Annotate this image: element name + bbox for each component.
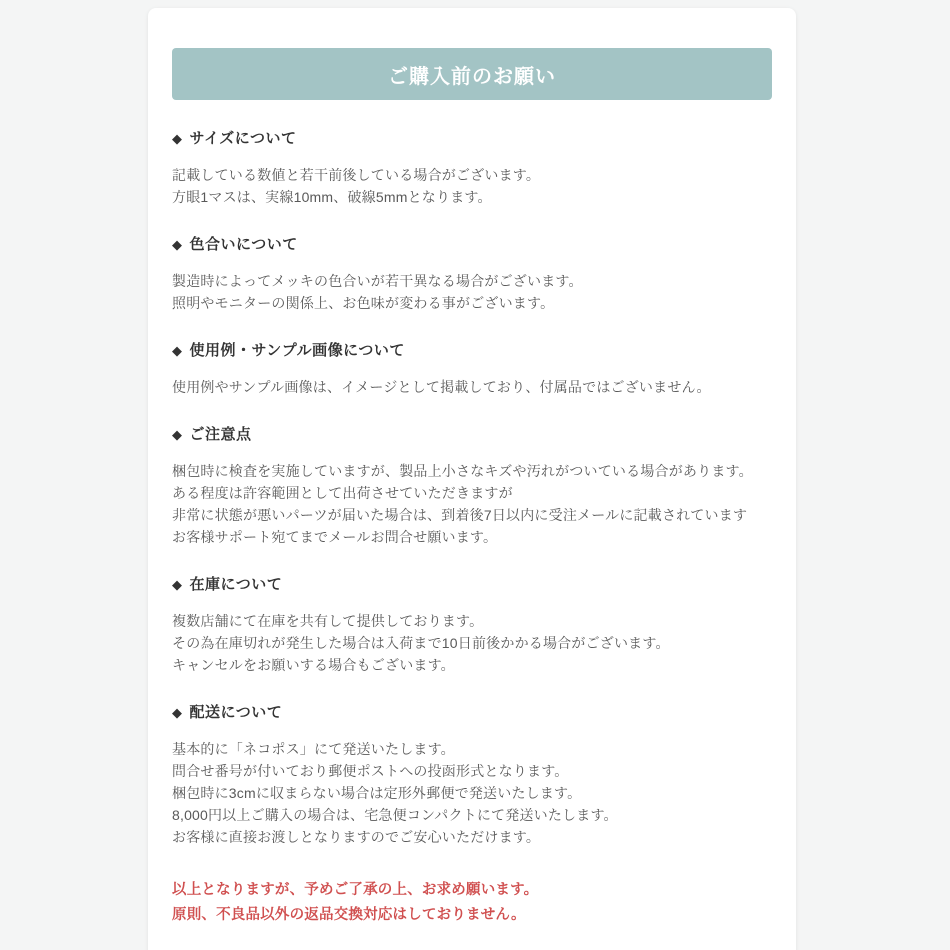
section-line: 記載している数値と若干前後している場合がございます。 xyxy=(172,167,541,183)
diamond-bullet-icon: ◆ xyxy=(172,343,183,358)
section-line: 梱包時に3cmに収まらない場合は定形外郵便で発送いたします。 xyxy=(172,785,582,801)
section-line: 非常に状態が悪いパーツが届いた場合は、到着後7日以内に受注メールに記載されています xyxy=(172,507,748,523)
page-title-banner xyxy=(172,48,772,100)
section-sample-images xyxy=(172,339,772,398)
section-line: お客様サポート宛てまでメールお問合せ願います。 xyxy=(172,529,498,545)
section-heading-label: 配送について xyxy=(189,704,283,721)
section-heading xyxy=(172,233,772,254)
section-heading-label: 使用例・サンプル画像について xyxy=(189,342,405,359)
diamond-bullet-icon: ◆ xyxy=(172,705,183,720)
diamond-bullet-icon: ◆ xyxy=(172,427,183,442)
section-line: 製造時によってメッキの色合いが若干異なる場合がございます。 xyxy=(172,273,583,289)
section-heading xyxy=(172,701,772,722)
section-heading-label: 在庫について xyxy=(189,576,283,593)
closing-notice xyxy=(172,878,772,928)
section-line: 使用例やサンプル画像は、イメージとして掲載しており、付属品ではございません。 xyxy=(172,379,711,395)
section-line: 問合せ番号が付いており郵便ポストへの投函形式となります。 xyxy=(172,763,569,779)
page-title: ご購入前のお願い xyxy=(388,65,556,88)
section-line: お客様に直接お渡しとなりますのでご安心いただけます。 xyxy=(172,829,541,845)
section-line: 8,000円以上ご購入の場合は、宅急便コンパクトにて発送いたします。 xyxy=(172,807,618,823)
section-line: 照明やモニターの関係上、お色味が変わる事がございます。 xyxy=(172,295,555,311)
section-size xyxy=(172,127,772,208)
section-cautions xyxy=(172,423,772,548)
section-heading xyxy=(172,573,772,594)
section-heading-label: 色合いについて xyxy=(189,236,298,253)
notice-line: 以上となりますが、予めご了承の上、お求め願います。 xyxy=(172,882,539,898)
diamond-bullet-icon: ◆ xyxy=(172,577,183,592)
diamond-bullet-icon: ◆ xyxy=(172,237,183,252)
section-line: ある程度は許容範囲として出荷させていただきますが xyxy=(172,485,513,501)
section-line: 方眼1マスは、実線10mm、破線5mmとなります。 xyxy=(172,189,492,205)
section-color xyxy=(172,233,772,314)
notice-line: 原則、不良品以外の返品交換対応はしておりません。 xyxy=(172,907,526,923)
section-heading-label: ご注意点 xyxy=(189,426,252,443)
section-shipping xyxy=(172,701,772,848)
section-heading xyxy=(172,127,772,148)
section-line: 複数店舗にて在庫を共有して提供しております。 xyxy=(172,613,484,629)
diamond-bullet-icon: ◆ xyxy=(172,131,183,146)
section-heading-label: サイズについて xyxy=(189,130,297,147)
section-line: その為在庫切れが発生した場合は入荷まで10日前後かかる場合がございます。 xyxy=(172,635,670,651)
section-line: 基本的に「ネコポス」にて発送いたします。 xyxy=(172,741,455,757)
section-line: 梱包時に検査を実施していますが、製品上小さなキズや汚れがついている場合があります。 xyxy=(172,463,753,479)
section-heading xyxy=(172,423,772,444)
purchase-notes-card xyxy=(148,8,796,950)
section-stock xyxy=(172,573,772,676)
section-heading xyxy=(172,339,772,360)
section-line: キャンセルをお願いする場合もございます。 xyxy=(172,657,455,673)
